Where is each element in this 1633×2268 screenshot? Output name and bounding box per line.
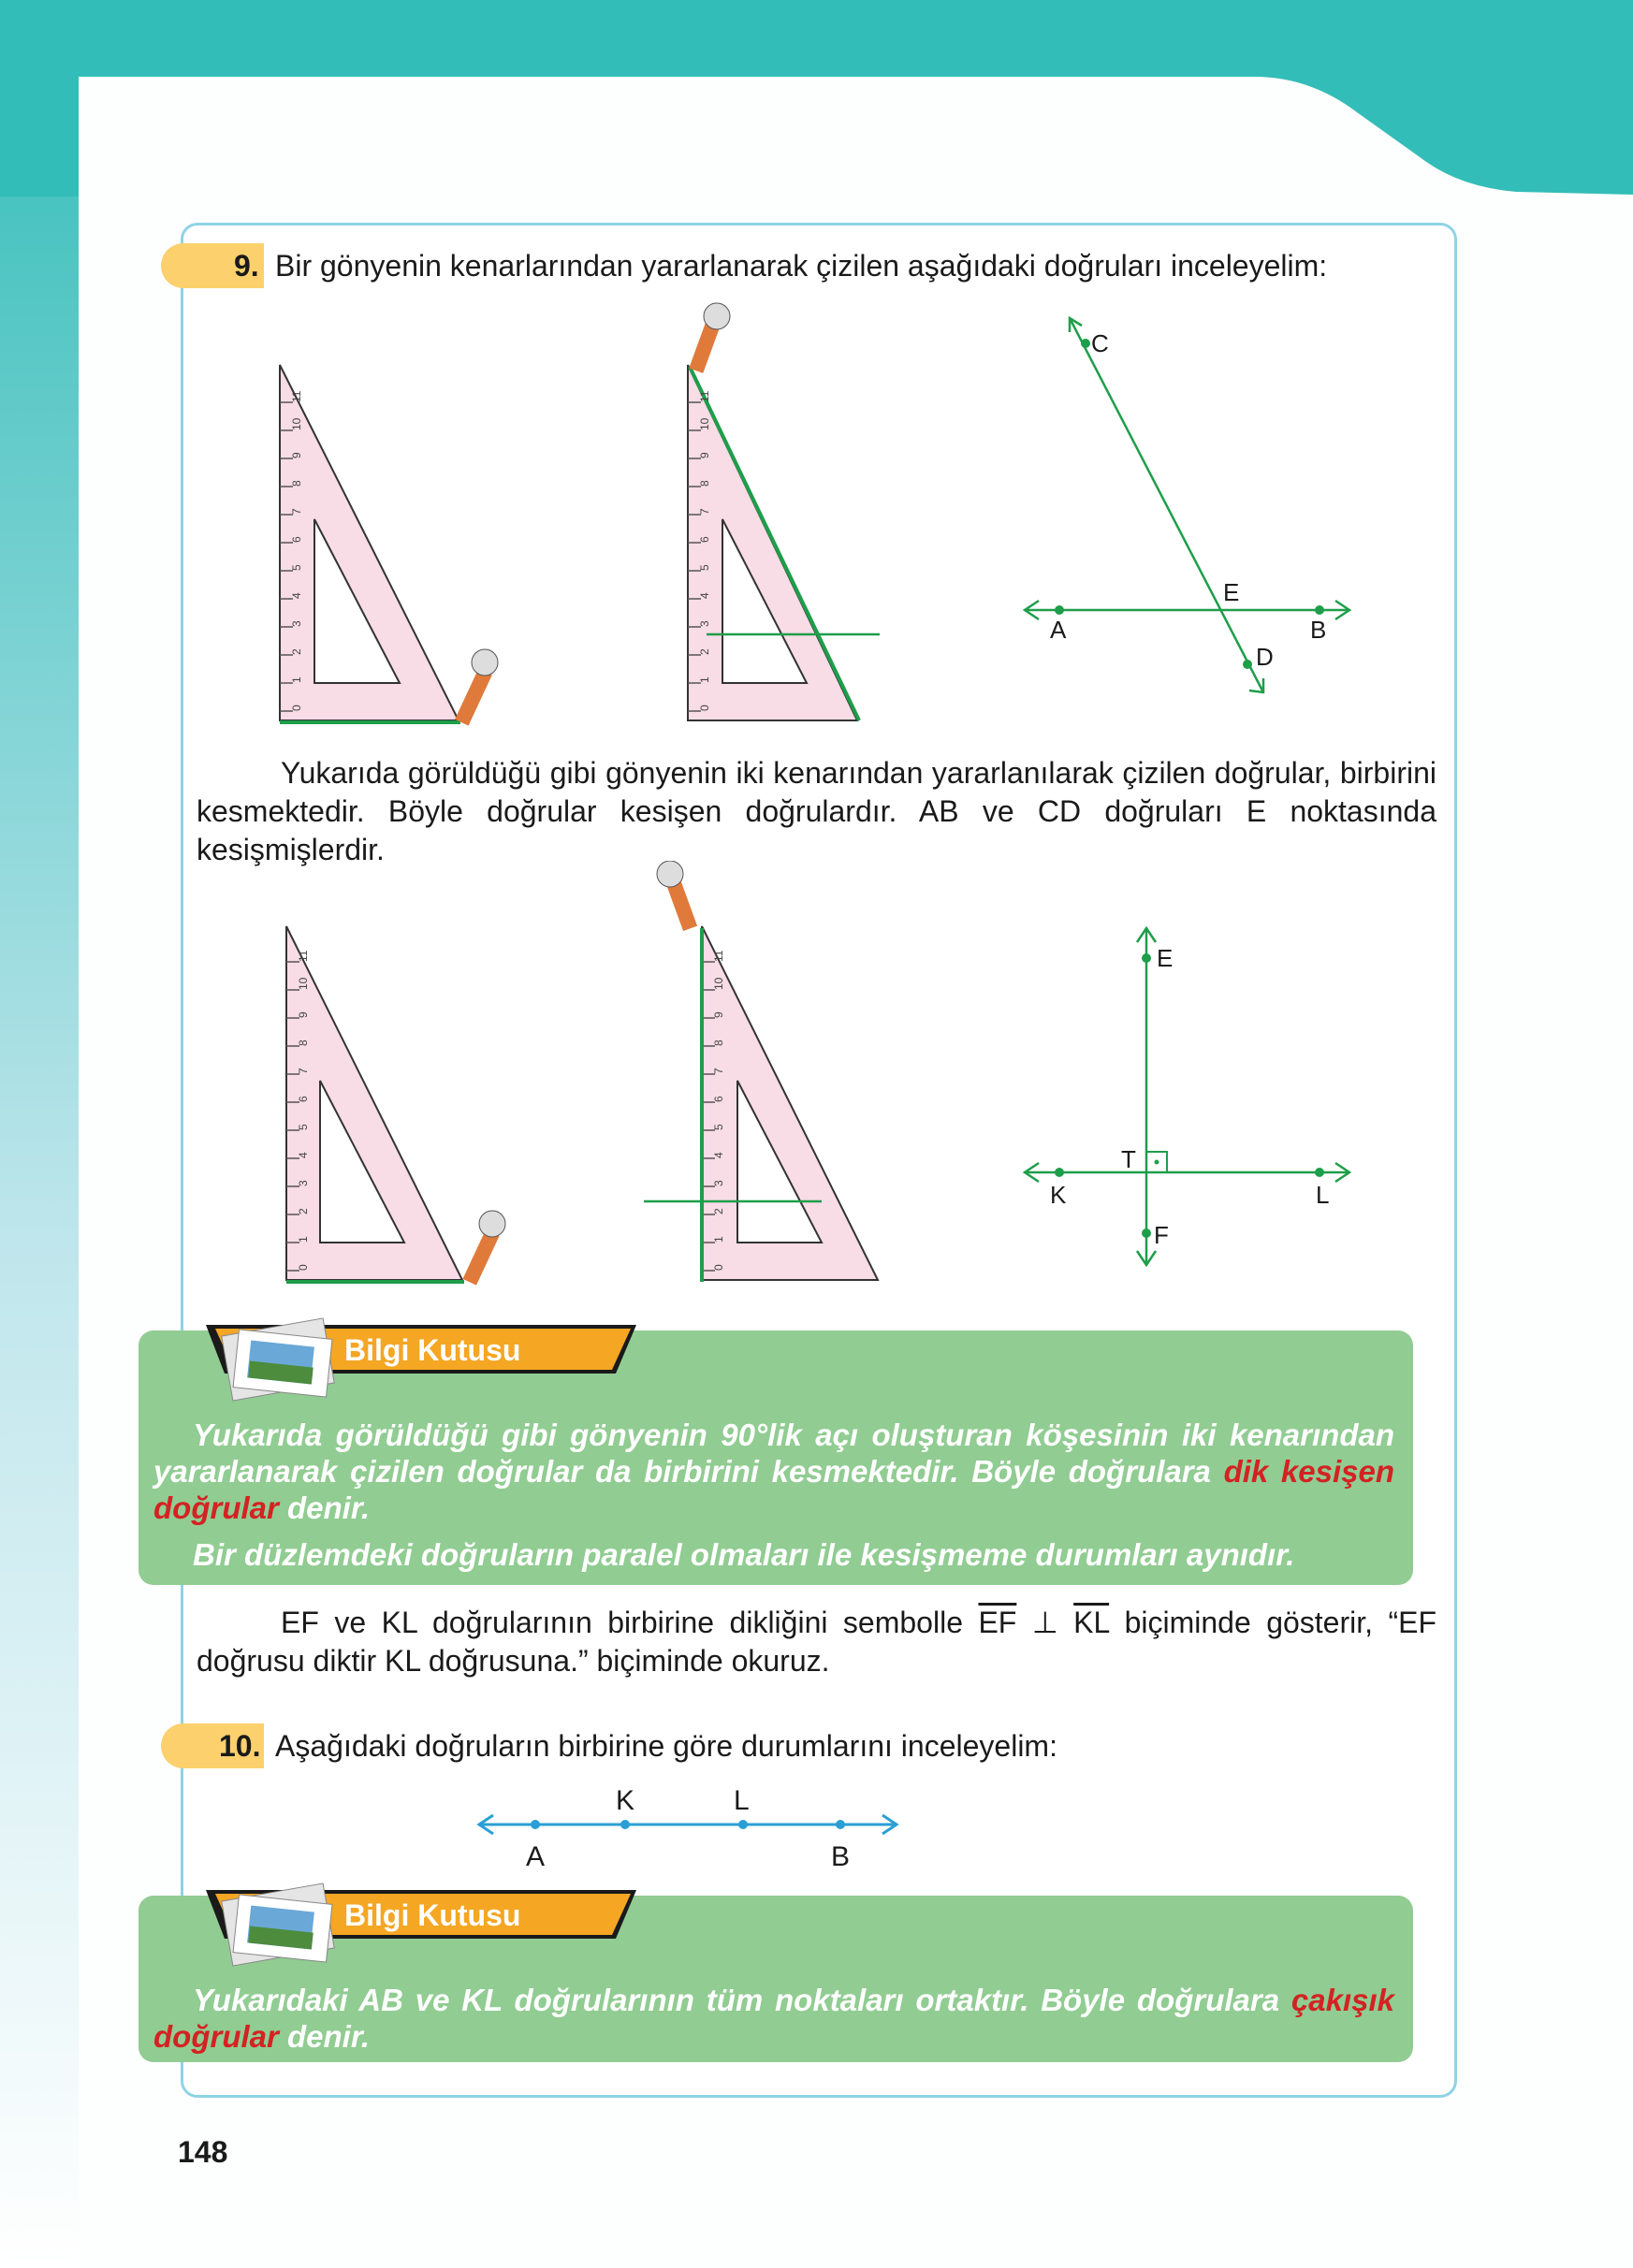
info-box-2-title: Bilgi Kutusu <box>344 1898 521 1932</box>
ruler-tick-label: 5 <box>297 1124 310 1130</box>
point-e2-label: E <box>1157 944 1174 972</box>
ruler-tick-label: 7 <box>698 508 711 515</box>
perpendicular-symbol: ⊥ <box>1031 1606 1058 1639</box>
ruler-tick-label: 11 <box>290 390 303 402</box>
ruler-tick-label: 11 <box>297 950 310 962</box>
ruler-tick-label: 8 <box>698 480 711 487</box>
info-box-1-text-b: denir. <box>278 1490 371 1525</box>
ruler-tick-label: 6 <box>290 536 303 543</box>
info-box-2-red-term: çakışık doğrular <box>153 1983 1394 2054</box>
point-a-label: A <box>1050 616 1067 644</box>
pencil-character-icon <box>689 303 730 373</box>
page-number: 148 <box>178 2135 228 2169</box>
perpendicular-lines-diagram <box>1025 928 1349 1265</box>
ruler-tick-label: 2 <box>698 648 711 655</box>
point-l3-label: L <box>734 1785 750 1816</box>
point-b3-label: B <box>831 1841 851 1872</box>
info-box-1-text-a: Yukarıda görüldüğü gibi gönyenin 90°lik açı oluşturan köşesinin iki kenarından yararlanarak çizilen doğrular da birbirini kesmektedir. Böyle doğrulara <box>153 1418 1394 1489</box>
paragraph-intersecting <box>197 754 1436 869</box>
ruler-tick-label: 1 <box>698 676 711 683</box>
ruler-tick-label: 11 <box>698 390 711 402</box>
info-box-2-text-b: denir. <box>278 2019 371 2054</box>
info-box-1-text <box>153 1417 1394 1526</box>
ruler-tick-label: 6 <box>712 1096 725 1102</box>
line-kl-symbol: $\overline{KL}$ <box>1073 1606 1110 1639</box>
info-box-1-line2-text: Bir düzlemdeki doğruların paralel olmaları ile kesişmeme durumları aynıdır. <box>193 1537 1295 1572</box>
point-t-label: T <box>1121 1145 1136 1173</box>
ruler-tick-label: 9 <box>698 452 711 458</box>
ruler-tick-label: 0 <box>698 705 711 711</box>
ruler-tick-label: 10 <box>297 977 310 990</box>
ruler-tick-label: 8 <box>712 1040 725 1046</box>
ruler-tick-label: 3 <box>290 620 303 627</box>
point-c-label: C <box>1091 329 1109 357</box>
info-box-1-header <box>197 1308 646 1411</box>
ruler-tick-label: 4 <box>290 592 303 599</box>
question-10-text: Aşağıdaki doğruların birbirine göre durumlarını inceleyelim: <box>275 1729 1057 1763</box>
point-l-label: L <box>1316 1181 1330 1209</box>
point-k-label: K <box>1050 1181 1067 1209</box>
figure-row-2 <box>262 861 1385 1291</box>
ruler-tick-label: 10 <box>290 417 303 430</box>
ruler-tick-label: 7 <box>297 1068 310 1074</box>
pencil-character-icon <box>462 1211 505 1286</box>
question-10-number: 10. <box>219 1729 261 1763</box>
paragraph-perpendicular <box>197 1604 1436 1680</box>
point-k3-label: K <box>616 1785 635 1816</box>
paragraph-perpendicular-part2: biçiminde gösterir, “EF doğrusu diktir KL doğrusuna.” biçiminde okuruz. <box>197 1606 1437 1678</box>
ruler-tick-label: 0 <box>297 1264 310 1271</box>
info-box-1-title: Bilgi Kutusu <box>344 1333 521 1367</box>
pencil-character-icon <box>657 861 697 931</box>
set-square-4 <box>644 926 878 1282</box>
set-square-2 <box>688 365 880 720</box>
ruler-tick-label: 4 <box>297 1152 310 1158</box>
ruler-tick-label: 7 <box>290 508 303 515</box>
pencil-character-icon <box>455 649 498 726</box>
ruler-tick-label: 9 <box>297 1011 310 1018</box>
ruler-tick-label: 6 <box>297 1096 310 1102</box>
ruler-tick-label: 5 <box>712 1124 725 1130</box>
ruler-tick-label: 8 <box>290 480 303 487</box>
info-box-2-text <box>153 1982 1394 2055</box>
ruler-tick-label: 0 <box>290 705 303 711</box>
ruler-tick-label: 10 <box>698 417 711 430</box>
question-9-text: Bir gönyenin kenarlarından yararlanarak çizilen aşağıdaki doğruları inceleyelim: <box>275 249 1328 283</box>
info-box-1-line2 <box>193 1536 1400 1573</box>
ruler-tick-label: 4 <box>712 1152 725 1158</box>
set-square-3 <box>286 926 464 1282</box>
ruler-tick-label: 1 <box>297 1236 310 1243</box>
info-box-2-text-a: Yukarıdaki AB ve KL doğrularının tüm noktaları ortaktır. Böyle doğrulara <box>193 1983 1291 2017</box>
ruler-tick-label: 9 <box>712 1011 725 1018</box>
point-a3-label: A <box>526 1841 546 1872</box>
intersecting-lines-diagram <box>1025 318 1349 692</box>
ruler-tick-label: 7 <box>712 1068 725 1074</box>
coincident-lines-diagram <box>468 1778 917 1881</box>
ruler-tick-label: 0 <box>712 1264 725 1271</box>
point-e-label: E <box>1223 578 1240 606</box>
ruler-tick-label: 11 <box>712 950 725 962</box>
set-square-1 <box>280 365 460 722</box>
info-box-2-header <box>197 1873 646 1976</box>
ruler-tick-label: 5 <box>290 564 303 571</box>
ruler-tick-label: 4 <box>698 592 711 599</box>
paragraph-perpendicular-part1: EF ve KL doğrularının birbirine dikliğini sembolle <box>281 1606 979 1639</box>
ruler-tick-label: 3 <box>698 620 711 627</box>
ruler-tick-label: 3 <box>712 1180 725 1186</box>
ruler-tick-label: 1 <box>712 1236 725 1243</box>
ruler-tick-label: 9 <box>290 452 303 458</box>
point-b-label: B <box>1310 616 1327 644</box>
line-ef-symbol: $\overline{EF}$ <box>978 1606 1017 1639</box>
ruler-tick-label: 10 <box>712 977 725 990</box>
point-d-label: D <box>1256 643 1274 671</box>
paragraph-intersecting-text: Yukarıda görüldüğü gibi gönyenin iki kenarından yararlanılarak çizilen doğrular, birbirini kesmektedir. Böyle doğrular kesişen doğrulardır. AB ve CD doğruları E noktasında kesişmişlerdir. <box>197 756 1436 866</box>
ruler-tick-label: 2 <box>290 648 303 655</box>
ruler-tick-label: 3 <box>297 1180 310 1186</box>
ruler-tick-label: 8 <box>297 1040 310 1046</box>
ruler-tick-label: 5 <box>698 564 711 571</box>
ruler-tick-label: 2 <box>297 1208 310 1214</box>
info-box-1-red-term: dik kesişen doğrular <box>153 1454 1394 1525</box>
ruler-tick-label: 6 <box>698 536 711 543</box>
point-f-label: F <box>1154 1221 1169 1249</box>
question-9-number: 9. <box>234 249 259 283</box>
ruler-tick-label: 2 <box>712 1208 725 1214</box>
figure-row-1 <box>262 299 1385 730</box>
ruler-tick-label: 1 <box>290 676 303 683</box>
